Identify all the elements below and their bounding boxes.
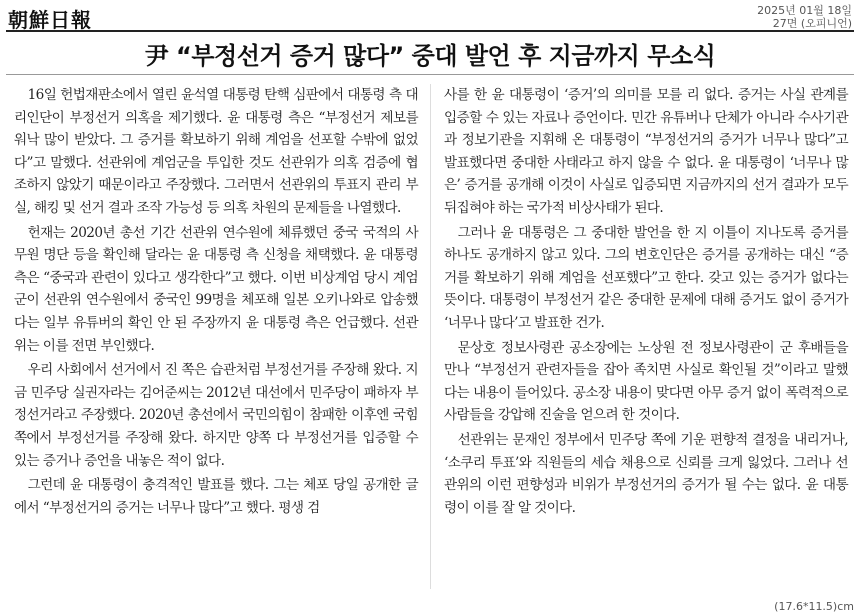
- newspaper-logo: 朝鮮日報: [8, 8, 92, 32]
- paragraph: 그러나 윤 대통령은 그 중대한 발언을 한 지 이틀이 지나도록 증거를 하나도 공개하지 않고 있다. 그의 변호인단은 증거를 공개하는 대신 “증거를 확보하기 위해 계엄을 선포했다”고 한다. 갖고 있는 증거가 없다는 뜻이다. 대통령이 부정선거 같은 중대한 문제에 대해 증거도 없이 증거가 ‘너무나 많다’고 발표한 건가.: [444, 224, 848, 331]
- article-headline: 尹 “부정선거 증거 많다” 중대 발언 후 지금까지 무소식: [144, 41, 716, 70]
- paragraph: 문상호 정보사령관 공소장에는 노상원 전 정보사령관이 군 후배들을 만나 “부정선거 관련자들을 잡아 족치면 사실로 확인될 것”이라고 말했다는 내용이 들어있다. 공소장 내용이 맞다면 아무 증거 없이 폭력적으로 사람들을 강압해 진술을 얻으려 한 것이다.: [444, 339, 848, 424]
- paragraph: 우리 사회에서 선거에서 진 쪽은 습관처럼 부정선거를 주장해 왔다. 지금 민주당 실권자라는 김어준씨는 2012년 대선에서 민주당이 패하자 부정선거라고 주장했다. 2020년 총선에서 국민의힘이 참패한 이후엔 국힘 쪽에서 부정선거를 주장해 왔다. 하지만 양쪽 다 부정선거를 입증할 수 있는 증거나 증언을 내놓은 적이 없다.: [14, 362, 418, 469]
- headline-bar: [6, 30, 854, 75]
- paragraph: 선관위는 문재인 정부에서 민주당 쪽에 기운 편향적 결정을 내리거나, ‘소쿠리 투표’와 직원들의 세습 채용으로 신뢰를 크게 잃었다. 그러나 선관위의 이런 편향성과 비위가 부정선거의 증거가 될 수는 없다. 윤 대통령이 이를 잘 알 것이다.: [444, 431, 848, 516]
- left-column: [14, 84, 418, 521]
- date-block: [757, 4, 852, 30]
- paragraph: 헌재는 2020년 총선 기간 선관위 연수원에 체류했던 중국 국적의 사무원 명단 등을 확인해 달라는 윤 대통령 측 신청을 채택했다. 윤 대통령 측은 “중국과 관련이 있다고 생각한다”고 했다. 이번 비상계엄 당시 계엄군이 선관위 연수원에서 중국인 99명을 체포해 일본 오키나와로 압송했다는 일부 유튜버의 확인 안 된 주장까지 윤 대통령 측은 언급했다. 선관위는 이를 전면 부인했다.: [14, 224, 418, 354]
- right-column: [444, 84, 848, 521]
- masthead: [6, 4, 854, 30]
- paragraph: 16일 헌법재판소에서 열린 윤석열 대통령 탄핵 심판에서 대통령 측 대리인단이 부정선거 의혹을 제기했다. 윤 대통령 측은 “부정선거 제보를 워낙 많이 받았다. 그 증거를 확보하기 위해 계엄을 선포할 수밖에 없었다”고 말했다. 선관위에 계엄군을 투입한 것도 선관위가 의혹 검증에 협조하지 않았기 때문이라고 주장했다. 그러면서 선관위의 투표지 관리 부실, 해킹 및 선거 결과 조작 가능성 등 의혹 차원의 문제들을 나열했다.: [14, 87, 418, 216]
- page-section: 27면 (오피니언): [772, 17, 852, 30]
- paragraph: 그런데 윤 대통령이 충격적인 발표를 했다. 그는 체포 당일 공개한 글에서 “부정선거의 증거는 너무나 많다”고 했다. 평생 검: [14, 477, 418, 516]
- publication-date: 2025년 01월 18일: [757, 4, 852, 17]
- column-divider: [430, 84, 431, 589]
- paragraph: 사를 한 윤 대통령이 ‘증거’의 의미를 모를 리 없다. 증거는 사실 관계를 입증할 수 있는 자료나 증언이다. 민간 유튜버나 단체가 아니라 수사기관과 정보기관을 지휘해 온 대통령이 “부정선거의 증거가 너무나 많다”고 발표했다면 중대한 사태라고 하지 않을 수 없다. 윤 대통령이 ‘너무나 많은’ 증거를 공개해 이것이 사실로 입증되면 지금까지의 선거 결과가 모두 뒤집혀야 하는 국가적 비상사태가 된다.: [444, 87, 848, 216]
- clipping-size: (17.6*11.5)cm: [774, 600, 854, 613]
